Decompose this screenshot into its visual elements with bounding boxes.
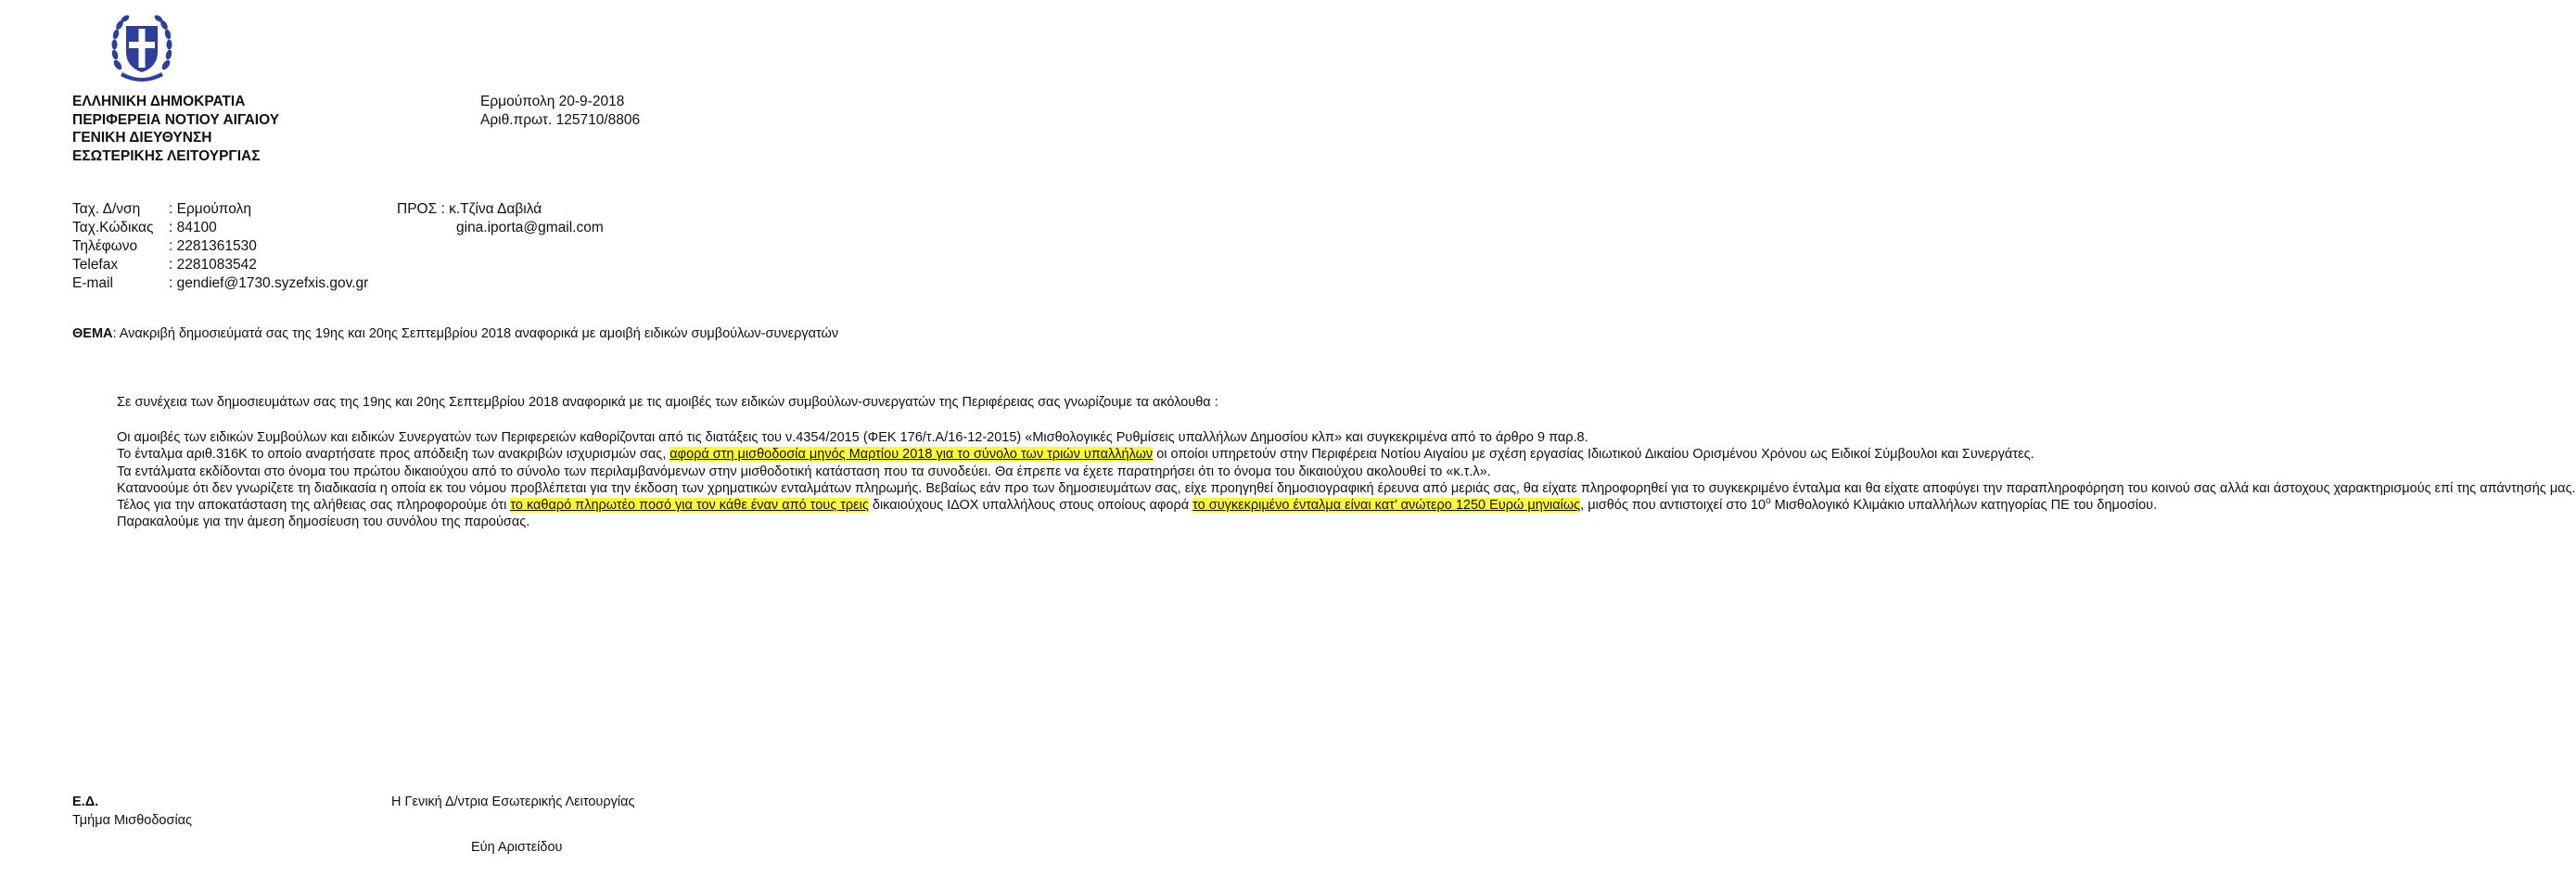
- postal-label: Ταχ.Κώδικας: [72, 220, 154, 235]
- address-label: Ταχ. Δ/νση: [72, 201, 141, 217]
- fax-label: Telefax: [72, 257, 119, 273]
- contact-row-phone: [72, 237, 368, 256]
- paragraph: Παρακαλούμε για την άμεση δημοσίευση του συνόλου της παρούσας.: [117, 515, 530, 530]
- issuer-header: [72, 93, 279, 165]
- paragraph-text: Μισθολογικό Κλιμάκιο υπαλλήλων κατηγορίας ΠΕ του δημοσίου.: [1770, 498, 2158, 514]
- paragraph-text: Το ένταλμα αριθ.316Κ το οποίο αναρτήσατε προς απόδειξη των ανακριβών ισχυρισμών σας,: [117, 447, 670, 463]
- address-value: : Ερμούπολη: [169, 201, 251, 217]
- date-protocol-block: [480, 93, 640, 130]
- recipient-name: ΠΡΟΣ : κ.Τζίνα Δαβιλά: [397, 201, 542, 217]
- highlighted-text: το καθαρό πληρωτέο ποσό για τον κάθε έναν από τους τρεις: [510, 498, 869, 514]
- superscript: ο: [1766, 496, 1771, 507]
- contact-row-email: [72, 274, 368, 293]
- subject-line: [72, 325, 839, 343]
- recipient-email: gina.iporta@gmail.com: [456, 220, 604, 235]
- paragraph-text: δικαιούχους ΙΔΟΧ υπαλλήλους στους οποίους αφορά: [868, 498, 1193, 514]
- issuer-line: ΕΛΛΗΝΙΚΗ ΔΗΜΟΚΡΑΤΙΑ: [72, 94, 246, 109]
- signatory-name: Εύη Αριστείδου: [471, 840, 563, 855]
- paragraph: [72, 496, 2158, 514]
- highlighted-text: το συγκεκριμένο ένταλμα είναι κατ’ ανώτερο 1250 Ευρώ μηνιαίως: [1192, 498, 1581, 514]
- paragraph: Τα εντάλματα εκδίδονται στο όνομα του πρώτου δικαιούχου από το σύνολο των περιλαμβανόμενων στην μισθοδοτική κατάσταση που τα συνοδεύει. Θα έπρεπε να έχετε παρατηρήσει ότι το όνομα του δικαιούχου ακολουθεί το «κ.τ.λ».: [117, 464, 1491, 479]
- paragraph-text: , μισθός που αντιστοιχεί στο 10: [1580, 498, 1766, 514]
- paragraph: Κατανοούμε ότι δεν γνωρίζετε τη διαδικασία η οποία εκ του νόμου προβλέπεται για την έκδοση των χρηματικών ενταλμάτων πληρωμής. Βεβαίως εάν προ των δημοσιευμάτων σας, είχε προηγηθεί δημοσιογραφική έρευνα από μεριάς σας, θα είχατε πληροφορηθεί για το συγκεκριμένο ένταλμα και θα είχατε αποφύγει την παραπληροφόρηση του κοινού σας αλλά και άστοχους χαρακτηρισμούς επί της απάντησής μας.: [117, 480, 2576, 496]
- issuer-line: ΠΕΡΙΦΕΡΕΙΑ ΝΟΤΙΟΥ ΑΙΓΑΙΟΥ: [72, 111, 280, 128]
- recipient-block: [397, 200, 604, 237]
- postal-value: : 84100: [169, 220, 217, 235]
- ed-label: Ε.Δ.: [72, 795, 99, 809]
- letter-body: [72, 394, 2576, 530]
- contact-info: [72, 200, 368, 293]
- contact-row-address: [72, 200, 368, 219]
- issuer-line: ΕΣΩΤΕΡΙΚΗΣ ΛΕΙΤΟΥΡΓΙΑΣ: [72, 147, 261, 164]
- greek-emblem-icon: [109, 11, 174, 85]
- signatory-title: Η Γενική Δ/ντρια Εσωτερικής Λειτουργίας: [391, 795, 635, 809]
- phone-value: : 2281361530: [169, 238, 257, 254]
- paragraph: Οι αμοιβές των ειδικών Συμβούλων και ειδικών Συνεργατών των Περιφερειών καθορίζονται από τις διατάξεις του ν.4354/2015 (ΦΕΚ 176/τ.Α/16-12-2015) «Μισθολογικές Ρυθμίσεις υπαλλήλων Δημοσίου κλπ» και συγκεκριμένα από το άρθρο 9 παρ.8.: [117, 430, 1588, 446]
- highlighted-text: αφορά στη μισθοδοσία μηνός Μαρτίου 2018 για το σύνολο των τριών υπαλλήλων: [670, 447, 1154, 463]
- contact-row-postal: [72, 219, 368, 237]
- sender-department: [72, 793, 192, 830]
- email-label: E-mail: [72, 275, 113, 291]
- subject-colon: :: [112, 326, 117, 341]
- issuer-line: ΓΕΝΙΚΗ ΔΙΕΥΘΥΝΣΗ: [72, 130, 212, 146]
- email-value: : gendief@1730.syzefxis.gov.gr: [169, 275, 369, 291]
- department-name: Τμήμα Μισθοδοσίας: [72, 813, 193, 828]
- protocol-number: Αριθ.πρωτ. 125710/8806: [480, 112, 641, 128]
- subject-text: Ανακριβή δημοσιεύματά σας της 19ης και 20ης Σεπτεμβρίου 2018 αναφορικά με αμοιβή ειδικών συμβούλων-συνεργατών: [116, 326, 839, 341]
- fax-value: : 2281083542: [169, 257, 257, 273]
- subject-label: ΘΕΜΑ: [72, 326, 113, 341]
- phone-label: Τηλέφωνο: [72, 238, 138, 254]
- paragraph: Σε συνέχεια των δημοσιευμάτων σας της 19ης και 20ης Σεπτεμβρίου 2018 αναφορικά με τις αμοιβές των ειδικών συμβούλων-συνεργατών της Περιφέρειας σας γνωρίζουμε τα ακόλουθα :: [117, 395, 1218, 410]
- paragraph-text: Τέλος για την αποκατάσταση της αλήθειας σας πληροφορούμε ότι: [117, 498, 511, 514]
- paragraph: [72, 446, 2034, 463]
- paragraph-text: οι οποίοι υπηρετούν στην Περιφέρεια Νοτίου Αιγαίου με σχέση εργασίας Ιδιωτικού Δικαίου Ορισμένου Χρόνου ως Ειδικοί Σύμβουλοι και Συνεργάτες.: [1153, 447, 2034, 463]
- contact-row-fax: [72, 256, 368, 274]
- document-date: Ερμούπολη 20-9-2018: [480, 94, 625, 109]
